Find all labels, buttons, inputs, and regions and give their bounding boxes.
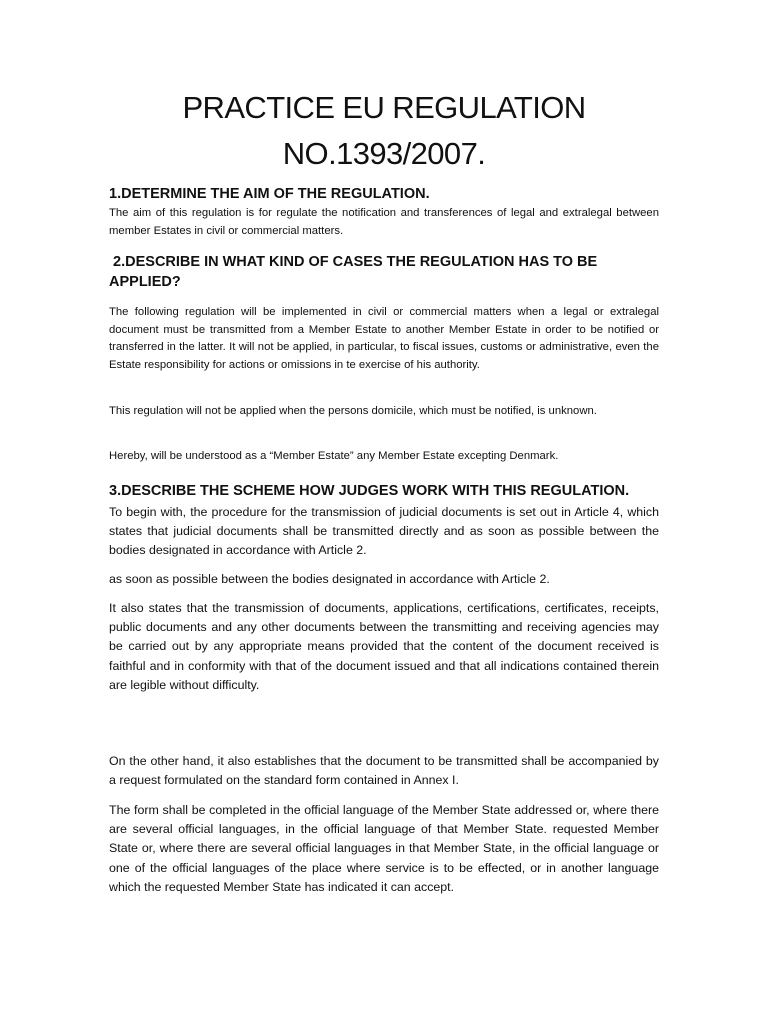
section-2-paragraph-2: This regulation will not be applied when the persons domicile, which must be notified, is unknown.	[109, 405, 597, 417]
section-3-paragraph-2: as soon as possible between the bodies designated in accordance with Article 2.	[109, 572, 550, 586]
document-page	[109, 0, 659, 1024]
section-1-paragraph-1: The aim of this regulation is for regulate the notification and transferences of legal and extralegal between member Estates in civil or commercial matters.	[109, 207, 659, 237]
section-3-paragraph-1: To begin with, the procedure for the transmission of judicial documents is set out in Article 4, which states that judicial documents shall be transmitted directly and as soon as possible between the bodies designated in accordance with Article 2.	[109, 505, 659, 558]
section-1-heading: 1.DETERMINE THE AIM OF THE REGULATION.	[109, 186, 430, 202]
section-3-paragraph-3: It also states that the transmission of documents, applications, certifications, certificates, receipts, public documents and any other documents between the transmitting and receiving agencies may be carried out by any appropriate means provided that the content of the document received is faithful and in conformity with that of the document issued and that all indications contained therein are legible without difficulty.	[109, 601, 659, 692]
section-3-paragraph-5: The form shall be completed in the official language of the Member State addressed or, where there are several official languages, in the official language of that Member State. requested Member State or, where there are several official languages in that Member State, in the official language or one of the official languages of the place where service is to be effected, or in another language which the requested Member State has indicated it can accept.	[109, 803, 659, 894]
document-title-line-1: PRACTICE EU REGULATION	[182, 90, 586, 125]
section-2-heading: 2.DESCRIBE IN WHAT KIND OF CASES THE REGULATION HAS TO BE APPLIED?	[109, 254, 601, 290]
section-2-paragraph-3: Hereby, will be understood as a “Member Estate” any Member Estate excepting Denmark.	[109, 450, 559, 462]
section-2-paragraph-1: The following regulation will be implemented in civil or commercial matters when a legal or extralegal document must be transmitted from a Member Estate to another Member Estate in order to be notified or transferred in the latter. It will not be applied, in particular, to fiscal issues, customs or administrative, even the Estate responsibility for actions or omissions in te exercise of his authority.	[109, 306, 659, 371]
document-title-line-2: NO.1393/2007.	[282, 136, 486, 171]
section-3-heading: 3.DESCRIBE THE SCHEME HOW JUDGES WORK WITH THIS REGULATION.	[109, 483, 630, 499]
section-3-paragraph-4: On the other hand, it also establishes that the document to be transmitted shall be accompanied by a request formulated on the standard form contained in Annex I.	[109, 754, 659, 788]
